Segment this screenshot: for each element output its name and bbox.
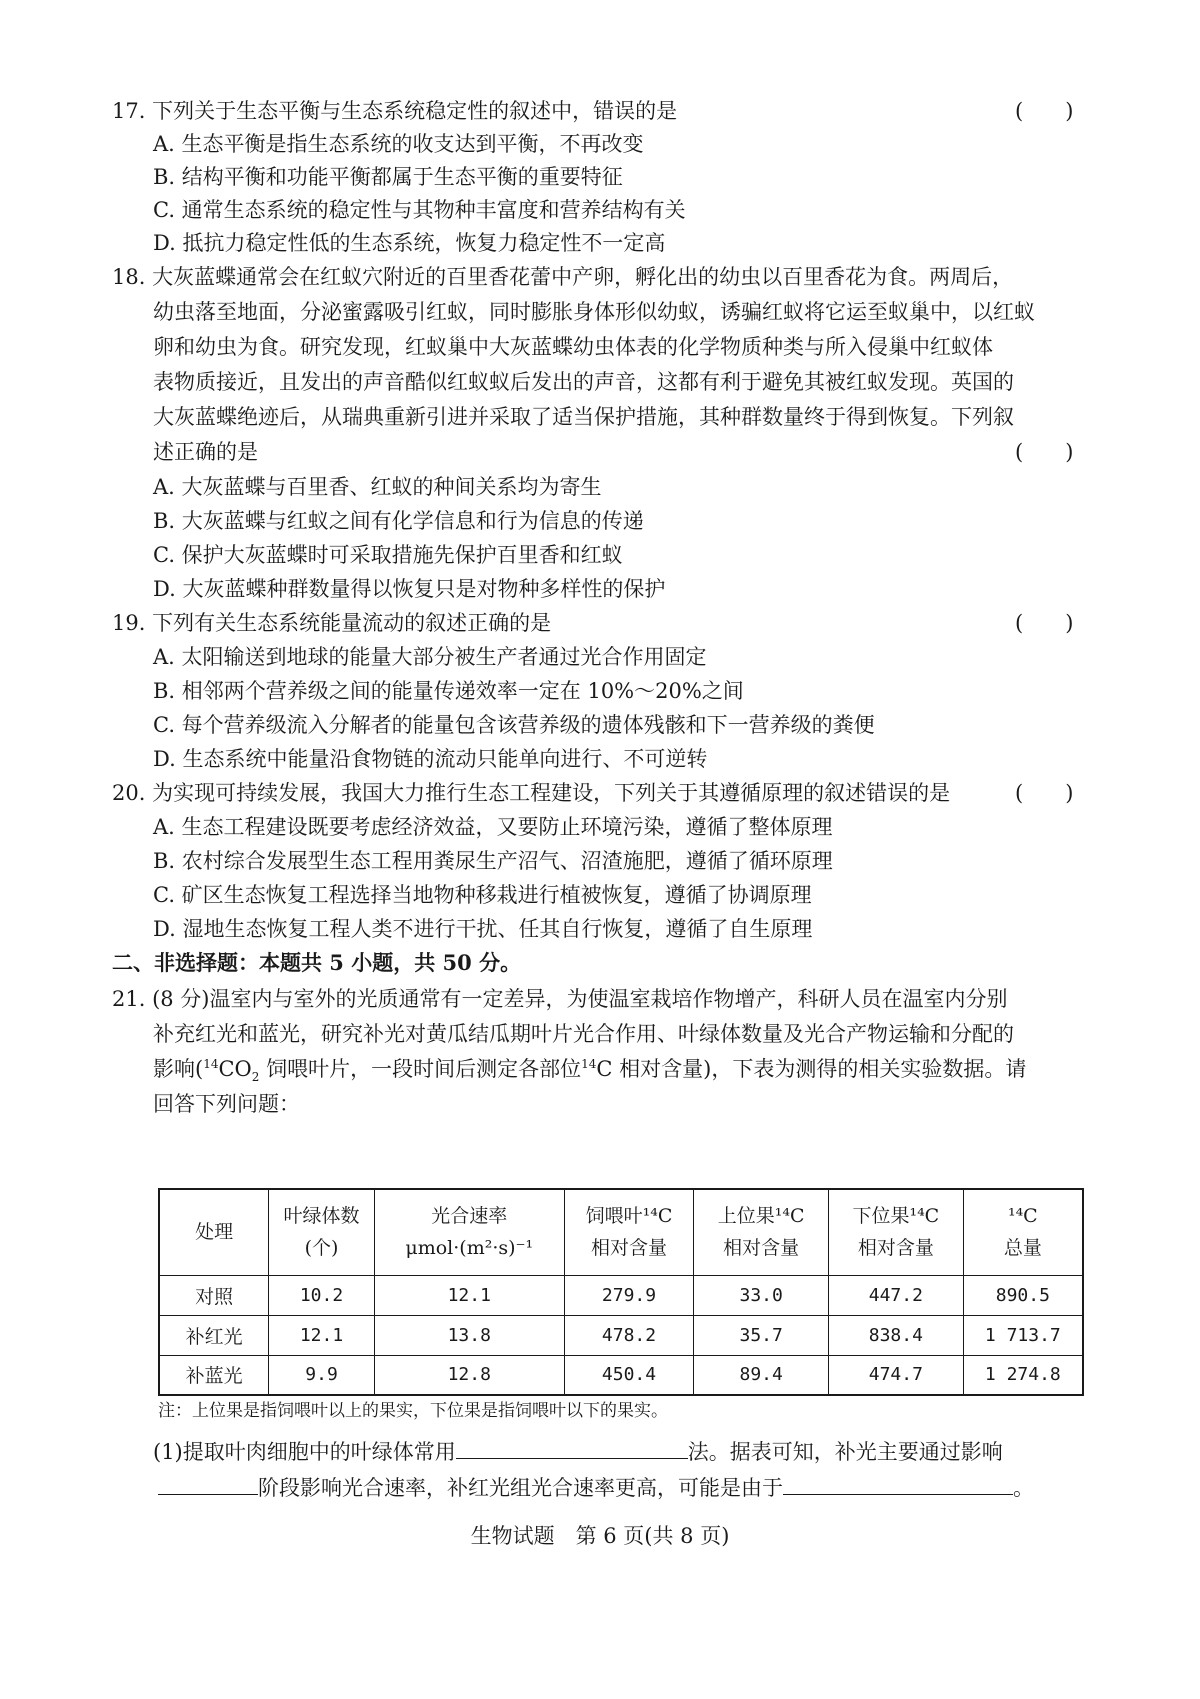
page-footer: 生物试题 第 6 页(共 8 页): [470, 1524, 730, 1548]
q19-option-c: C. 每个营养级流入分解者的能量包含该营养级的遗体残骸和下一营养级的粪便: [153, 713, 875, 737]
q18-line-1: 18. 大灰蓝蝶通常会在红蚁穴附近的百里香花蕾中产卵，孵化出的幼虫以百里香花为食。两周后，: [112, 265, 1014, 289]
q21-sub1-text-c: 阶段影响光合速率，补红光组光合速率更高，可能是由于: [258, 1476, 783, 1500]
header-c14-total: ¹⁴C 总量: [963, 1189, 1083, 1275]
q20-option-a: A. 生态工程建设既要考虑经济效益，又要防止环境污染，遵循了整体原理: [153, 815, 833, 839]
q21-line-4: 回答下列问题：: [153, 1092, 300, 1116]
cell-value: 35.7: [694, 1315, 829, 1355]
q21-line-3-sub: 2: [251, 1070, 260, 1085]
q21-line-3-part-d: C 相对含量)，下表为测得的相关实验数据。请: [596, 1057, 1027, 1081]
answer-blank-3[interactable]: [783, 1472, 1013, 1495]
cell-value: 12.1: [374, 1275, 564, 1315]
q21-line-3-part-b: CO: [218, 1057, 252, 1081]
q21-line-3-sup-2: 14: [581, 1057, 597, 1071]
q20-stem: 20. 为实现可持续发展，我国大力推行生态工程建设，下列关于其遵循原理的叙述错误的是: [112, 781, 951, 805]
q18-option-a: A. 大灰蓝蝶与百里香、红蚁的种间关系均为寄生: [153, 475, 602, 499]
header-fed-leaf-c14: 饲喂叶¹⁴C 相对含量: [564, 1189, 694, 1275]
q19-option-d: D. 生态系统中能量沿食物链的流动只能单向进行、不可逆转: [153, 747, 708, 771]
cell-treatment: 补红光: [159, 1315, 269, 1355]
q21-line-1: 21. (8 分)温室内与室外的光质通常有一定差异，为使温室栽培作物增产，科研人员在温室内分别: [112, 987, 1008, 1011]
section-2-header: 二、非选择题：本题共 5 小题，共 50 分。: [112, 950, 522, 975]
cell-value: 474.7: [829, 1355, 964, 1395]
q20-option-d: D. 湿地生态恢复工程人类不进行干扰、任其自行恢复，遵循了自生原理: [153, 917, 813, 941]
cell-value: 12.1: [269, 1315, 375, 1355]
q21-line-3-sup-1: 14: [203, 1057, 219, 1071]
table-note: 注：上位果是指饲喂叶以上的果实，下位果是指饲喂叶以下的果实。: [158, 1401, 668, 1421]
q20-option-b: B. 农村综合发展型生态工程用粪尿生产沼气、沼渣施肥，遵循了循环原理: [153, 849, 833, 873]
cell-treatment: 补蓝光: [159, 1355, 269, 1395]
q17-stem: 17. 下列关于生态平衡与生态系统稳定性的叙述中，错误的是: [112, 99, 678, 123]
table-row: [159, 1315, 1083, 1355]
q17-option-c: C. 通常生态系统的稳定性与其物种丰富度和营养结构有关: [153, 198, 686, 222]
cell-value: 13.8: [374, 1315, 564, 1355]
answer-blank-1[interactable]: [456, 1436, 688, 1459]
table-row: [159, 1355, 1083, 1395]
q18-option-b: B. 大灰蓝蝶与红蚁之间有化学信息和行为信息的传递: [153, 509, 644, 533]
q18-answer-paren: ( ): [1015, 440, 1074, 464]
cell-value: 1 274.8: [963, 1355, 1083, 1395]
cell-value: 33.0: [694, 1275, 829, 1315]
q18-line-6: 述正确的是: [153, 440, 258, 464]
q21-sub1-text-b: 法。据表可知，补光主要通过影响: [687, 1440, 1003, 1464]
cell-value: 450.4: [564, 1355, 694, 1395]
q18-line-4: 表物质接近，且发出的声音酷似红蚁蚁后发出的声音，这都有利于避免其被红蚁发现。英国的: [153, 370, 1014, 394]
table-header-row: [159, 1189, 1083, 1275]
q19-stem: 19. 下列有关生态系统能量流动的叙述正确的是: [112, 611, 552, 635]
cell-value: 9.9: [269, 1355, 375, 1395]
q21-sub1-text-a: (1)提取叶肉细胞中的叶绿体常用: [153, 1440, 456, 1464]
cell-value: 10.2: [269, 1275, 375, 1315]
q21-sub1-line-2: [158, 1472, 1034, 1503]
header-photosynthetic-rate: 光合速率 μmol·(m²·s)⁻¹: [374, 1189, 564, 1275]
q20-answer-paren: ( ): [1015, 781, 1074, 805]
q20-option-c: C. 矿区生态恢复工程选择当地物种移栽进行植被恢复，遵循了协调原理: [153, 883, 812, 907]
header-treatment: 处理: [159, 1189, 269, 1275]
header-upper-fruit-c14: 上位果¹⁴C 相对含量: [694, 1189, 829, 1275]
q18-line-3: 卵和幼虫为食。研究发现，红蚁巢中大灰蓝蝶幼虫体表的化学物质种类与所入侵巢中红蚁体: [153, 335, 993, 359]
table-row: [159, 1275, 1083, 1315]
q18-line-5: 大灰蓝蝶绝迹后，从瑞典重新引进并采取了适当保护措施，其种群数量终于得到恢复。下列叙: [153, 405, 1014, 429]
cell-value: 279.9: [564, 1275, 694, 1315]
cell-value: 838.4: [829, 1315, 964, 1355]
q18-option-d: D. 大灰蓝蝶种群数量得以恢复只是对物种多样性的保护: [153, 577, 666, 601]
q18-option-c: C. 保护大灰蓝蝶时可采取措施先保护百里香和红蚁: [153, 543, 623, 567]
cell-value: 478.2: [564, 1315, 694, 1355]
cell-value: 890.5: [963, 1275, 1083, 1315]
q17-answer-paren: ( ): [1015, 99, 1074, 123]
q19-option-a: A. 太阳输送到地球的能量大部分被生产者通过光合作用固定: [153, 645, 707, 669]
q21-sub1-line-1: [153, 1436, 1003, 1467]
cell-value: 447.2: [829, 1275, 964, 1315]
cell-value: 1 713.7: [963, 1315, 1083, 1355]
header-chloroplast-count: 叶绿体数 (个): [269, 1189, 375, 1275]
q18-line-2: 幼虫落至地面，分泌蜜露吸引红蚁，同时膨胀身体形似幼蚁，诱骗红蚁将它运至蚁巢中，以红蚁: [153, 300, 1035, 324]
q17-option-a: A. 生态平衡是指生态系统的收支达到平衡，不再改变: [153, 132, 644, 156]
q17-option-b: B. 结构平衡和功能平衡都属于生态平衡的重要特征: [153, 165, 623, 189]
q19-option-b: B. 相邻两个营养级之间的能量传递效率一定在 10%～20%之间: [153, 679, 744, 703]
cell-value: 89.4: [694, 1355, 829, 1395]
q21-line-3: [153, 1054, 1026, 1084]
q21-line-3-part-a: 影响(: [153, 1057, 204, 1081]
q21-line-2: 补充红光和蓝光，研究补光对黄瓜结瓜期叶片光合作用、叶绿体数量及光合产物运输和分配的: [153, 1022, 1014, 1046]
q19-answer-paren: ( ): [1015, 611, 1074, 635]
header-lower-fruit-c14: 下位果¹⁴C 相对含量: [829, 1189, 964, 1275]
answer-blank-2[interactable]: [158, 1472, 258, 1495]
cell-value: 12.8: [374, 1355, 564, 1395]
q17-option-d: D. 抵抗力稳定性低的生态系统，恢复力稳定性不一定高: [153, 231, 666, 255]
q21-data-table: [158, 1188, 1084, 1396]
q21-sub1-text-d: 。: [1013, 1476, 1034, 1500]
q21-line-3-part-c: 饲喂叶片，一段时间后测定各部位: [259, 1057, 582, 1081]
cell-treatment: 对照: [159, 1275, 269, 1315]
